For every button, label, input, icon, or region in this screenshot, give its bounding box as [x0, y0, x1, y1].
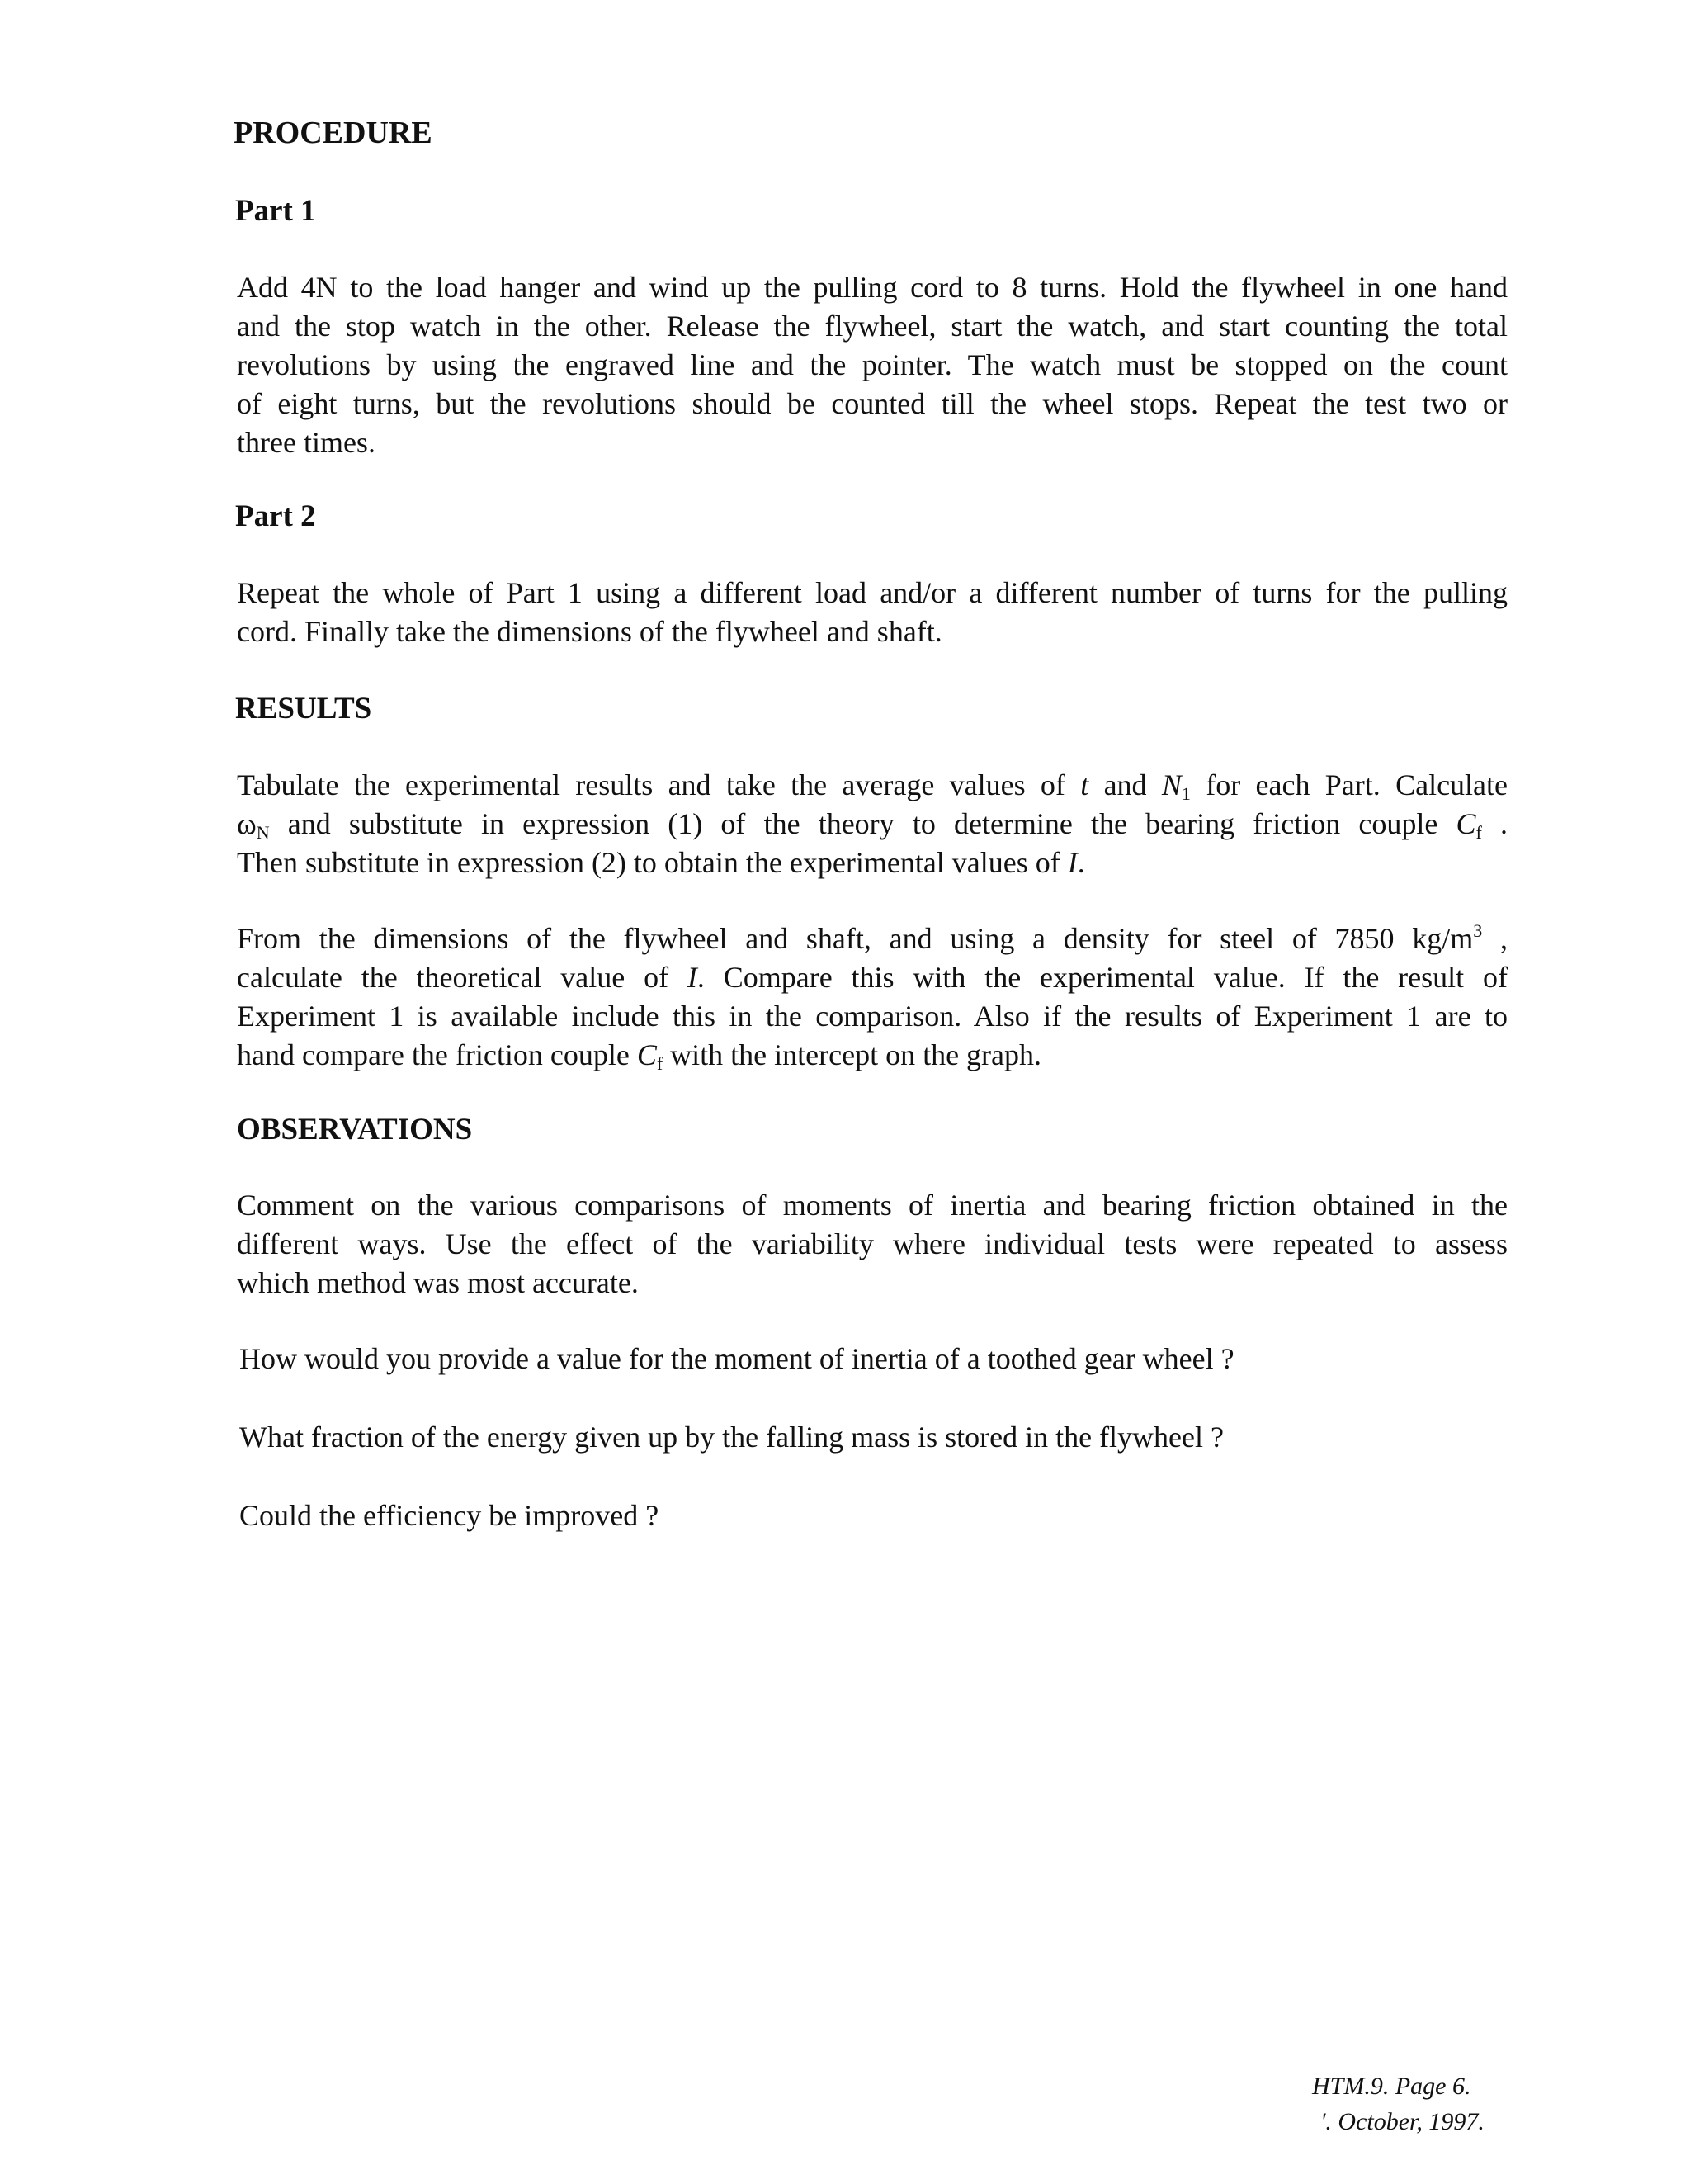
- part1-line: three times.: [237, 426, 375, 459]
- question-efficiency: Could the efficiency be improved ?: [239, 1499, 659, 1532]
- footer-page-reference: HTM.9. Page 6.: [1312, 2073, 1471, 2100]
- footer-date: '. October, 1997.: [1320, 2108, 1485, 2135]
- part1-line: Add 4N to the load hanger and wind up the pulling cord to 8 turns. Hold the flywheel in one hand: [237, 271, 1508, 304]
- results-line: Experiment 1 is available include this in the comparison. Also if the results of Experiment 1 are to: [237, 1000, 1508, 1033]
- part2-line: Repeat the whole of Part 1 using a different load and/or a different number of turns for the pulling: [237, 576, 1508, 609]
- results-line: hand compare the friction couple $C_f$ with the intercept on the graph.: [237, 1038, 1042, 1074]
- part1-line: of eight turns, but the revolutions should be counted till the wheel stops. Repeat the test two or: [237, 387, 1508, 420]
- question-gear-wheel: How would you provide a value for the moment of inertia of a toothed gear wheel ?: [239, 1342, 1234, 1375]
- part2-paragraph: [237, 574, 1508, 651]
- part2-line: cord. Finally take the dimensions of the flywheel and shaft.: [237, 615, 942, 648]
- results-line: calculate the theoretical value of I. Compare this with the experimental value. If the result of: [237, 961, 1508, 994]
- observations-line: different ways. Use the effect of the variability where individual tests were repeated to assess: [237, 1227, 1508, 1260]
- results-line: From the dimensions of the flywheel and shaft, and using a density for steel of 7850 $kg/m^3$ ,: [237, 920, 1508, 955]
- observations-line: Comment on the various comparisons of moments of inertia and bearing friction obtained in the: [237, 1189, 1508, 1222]
- part2-heading: Part 2: [235, 499, 316, 533]
- question-energy-fraction: What fraction of the energy given up by the falling mass is stored in the flywheel ?: [239, 1421, 1224, 1454]
- part1-line: and the stop watch in the other. Release the flywheel, start the watch, and start counting the total: [237, 310, 1508, 343]
- part1-paragraph: [237, 268, 1508, 462]
- results-paragraph-1: [237, 766, 1508, 882]
- observations-line: which method was most accurate.: [237, 1266, 639, 1299]
- results-heading: RESULTS: [235, 692, 372, 726]
- part1-line: revolutions by using the engraved line and the pointer. The watch must be stopped on the count: [237, 348, 1508, 381]
- procedure-heading: PROCEDURE: [234, 116, 432, 150]
- observations-paragraph: [237, 1186, 1508, 1302]
- results-line: Then substitute in expression (2) to obtain the experimental values of I.: [237, 846, 1085, 879]
- results-line: Tabulate the experimental results and take the average values of t and $N_1$ for each Part. Calculate: [237, 768, 1508, 804]
- observations-heading: OBSERVATIONS: [237, 1113, 473, 1146]
- results-line: $\omega_N$ and substitute in expression (1) of the theory to determine the bearing friction couple $C_f$ .: [237, 807, 1508, 843]
- part1-heading: Part 1: [235, 194, 316, 228]
- results-paragraph-2: [237, 919, 1508, 1075]
